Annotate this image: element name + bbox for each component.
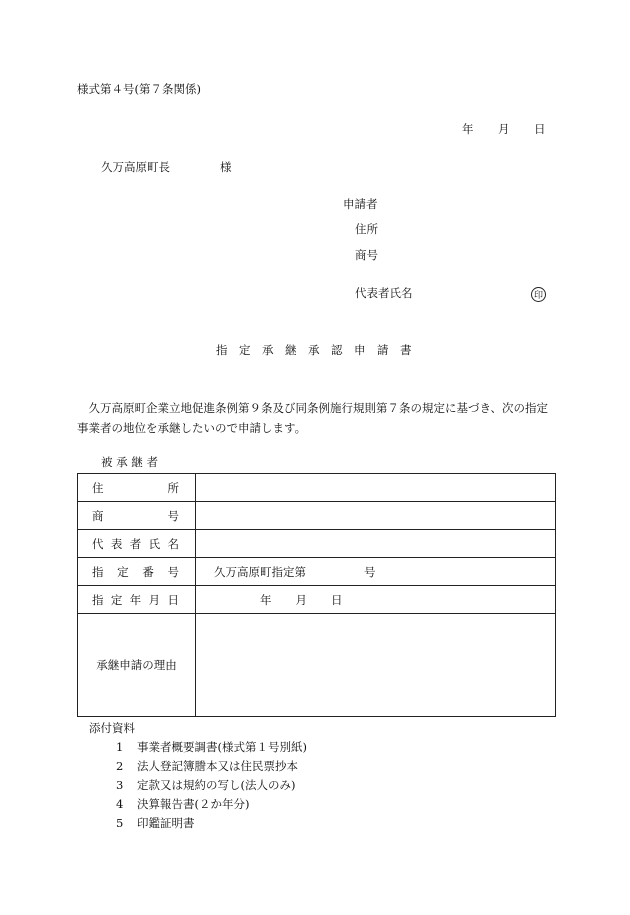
value-address[interactable] [196, 474, 556, 502]
attachment-number: 3 [116, 778, 124, 792]
value-representative[interactable] [196, 530, 556, 558]
attachment-number: 5 [116, 816, 124, 830]
label-char: 番 [142, 564, 154, 579]
body-text: 久万高原町企業立地促進条例第９条及び同条例施行規則第７条の規定に基づき、次の指定事業者の地位を承継したいので申請します。 [77, 401, 549, 435]
attachments-heading: 添付資料 [89, 721, 135, 735]
value-designation-date[interactable] [196, 586, 556, 614]
label-char: 住 [92, 480, 104, 495]
label-char: 代 [92, 536, 104, 551]
label-char: 号 [167, 508, 179, 523]
document-title: 指 定 承 継 承 認 申 請 書 [216, 343, 412, 357]
successor-info-table [77, 473, 556, 717]
form-number: 様式第４号(第７条関係) [77, 82, 201, 96]
applicant-heading: 申請者 [343, 197, 378, 211]
label-char: 号 [167, 564, 179, 579]
label-char: 定 [110, 592, 123, 607]
row-label-designation-date [78, 586, 196, 614]
table-row [78, 558, 556, 586]
label-char: 年 [129, 592, 142, 607]
table-row [78, 530, 556, 558]
date-month-label: 月 [498, 122, 510, 136]
attachment-text: 法人登記簿謄本又は住民票抄本 [137, 759, 298, 773]
label-char: 名 [167, 536, 179, 551]
seal-mark: 印 [531, 287, 546, 302]
row-label-trade-name [78, 502, 196, 530]
table-caption: 被 承 継 者 [101, 455, 158, 469]
label-char: 氏 [148, 536, 161, 551]
label-char: 者 [129, 536, 142, 551]
label-char: 指 [92, 564, 104, 579]
label-char: 日 [167, 592, 179, 607]
value-designation-number[interactable] [196, 558, 556, 586]
attachment-text: 定款又は規約の写し(法人のみ) [137, 778, 296, 792]
attachment-number: 2 [116, 759, 124, 773]
applicant-trade-name-label: 商号 [355, 248, 378, 262]
date-day: 日 [331, 592, 343, 607]
addressee-honorific: 様 [220, 160, 232, 174]
reason-label: 承継申請の理由 [96, 658, 177, 672]
row-label-representative [78, 530, 196, 558]
attachment-text: 印鑑証明書 [137, 816, 195, 830]
table-row [78, 502, 556, 530]
applicant-representative-label: 代表者氏名 [355, 286, 413, 300]
value-reason[interactable] [196, 614, 556, 717]
addressee-name: 久万高原町長 [101, 160, 170, 174]
label-char: 月 [148, 592, 161, 607]
label-char: 定 [117, 564, 129, 579]
designation-prefix: 久万高原町指定第 [214, 564, 306, 579]
label-char: 表 [110, 536, 123, 551]
label-char: 所 [167, 480, 179, 495]
date-month: 月 [295, 592, 307, 607]
table-row [78, 474, 556, 502]
row-label-designation-number [78, 558, 196, 586]
attachment-number: 4 [116, 797, 124, 811]
table-row [78, 614, 556, 717]
row-label-address [78, 474, 196, 502]
date-year: 年 [260, 592, 272, 607]
label-char: 指 [92, 592, 104, 607]
label-char: 商 [92, 508, 104, 523]
body-paragraph [77, 398, 557, 438]
attachment-text: 決算報告書(２か年分) [137, 797, 250, 811]
table-row [78, 586, 556, 614]
date-day-label: 日 [534, 122, 546, 136]
value-trade-name[interactable] [196, 502, 556, 530]
attachment-text: 事業者概要調書(様式第１号別紙) [137, 740, 307, 754]
designation-suffix: 号 [364, 564, 376, 579]
date-year-label: 年 [462, 122, 474, 136]
row-label-reason [78, 614, 196, 717]
attachment-number: 1 [116, 740, 124, 754]
applicant-address-label: 住所 [355, 222, 378, 236]
